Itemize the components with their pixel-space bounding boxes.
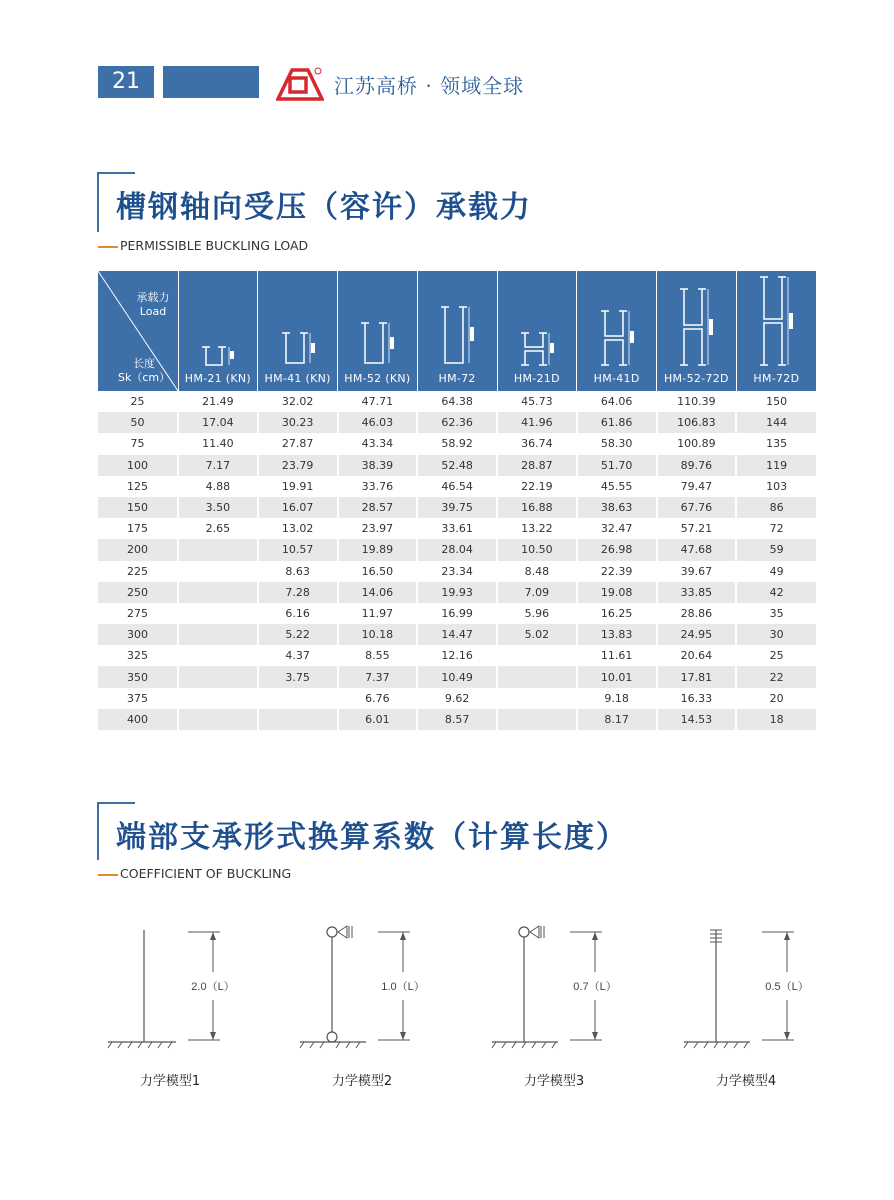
load-cell (178, 539, 258, 560)
load-cell: 16.25 (577, 603, 657, 624)
load-cell: 32.02 (258, 391, 338, 412)
load-cell: 57.21 (657, 518, 737, 539)
load-cell (178, 561, 258, 582)
load-cell: 2.65 (178, 518, 258, 539)
load-cell: 79.47 (657, 476, 737, 497)
table-row (98, 666, 816, 687)
load-cell: 26.98 (577, 539, 657, 560)
table-row (98, 539, 816, 560)
column-header-hm41: HM-41 (KN) (258, 271, 338, 391)
load-cell: 86 (736, 497, 816, 518)
pin-support-icon (327, 927, 337, 937)
load-cell: 13.83 (577, 624, 657, 645)
length-cell: 350 (98, 666, 178, 687)
section-frame (97, 172, 99, 232)
table-header-row (98, 271, 816, 391)
load-cell: 21.49 (178, 391, 258, 412)
load-cell: 10.57 (258, 539, 338, 560)
load-cell: 23.79 (258, 455, 338, 476)
hm21-profile-icon (200, 341, 236, 369)
load-cell: 46.54 (417, 476, 497, 497)
load-cell (178, 688, 258, 709)
ground-hatch (492, 1042, 556, 1048)
table-row (98, 412, 816, 433)
model-4-diagram (674, 920, 854, 1060)
load-cell: 10.49 (417, 666, 497, 687)
ground-hatch (300, 1042, 360, 1048)
load-cell: 7.17 (178, 455, 258, 476)
load-cell: 36.74 (497, 433, 577, 454)
load-cell (178, 645, 258, 666)
load-cell: 3.50 (178, 497, 258, 518)
load-cell: 16.50 (338, 561, 418, 582)
load-cell: 16.07 (258, 497, 338, 518)
load-cell: 119 (736, 455, 816, 476)
load-cell: 52.48 (417, 455, 497, 476)
model-caption: 力学模型2 (331, 1074, 393, 1089)
length-cell: 50 (98, 412, 178, 433)
hm41-profile-icon (278, 329, 318, 369)
length-cell: 375 (98, 688, 178, 709)
load-cell: 16.99 (417, 603, 497, 624)
table-body (98, 391, 816, 730)
table-corner-header (98, 271, 178, 391)
load-cell: 49 (736, 561, 816, 582)
length-cell: 400 (98, 709, 178, 730)
load-cell: 11.97 (338, 603, 418, 624)
load-cell: 5.02 (497, 624, 577, 645)
load-cell: 6.76 (338, 688, 418, 709)
load-cell: 16.88 (497, 497, 577, 518)
load-cell: 7.28 (258, 582, 338, 603)
hm52-profile-icon (357, 319, 397, 369)
header-bar (163, 66, 259, 98)
load-cell: 13.22 (497, 518, 577, 539)
length-cell: 75 (98, 433, 178, 454)
load-cell: 10.01 (577, 666, 657, 687)
length-factor: 1.0（L） (381, 981, 425, 993)
model-1-diagram (100, 920, 280, 1060)
load-cell: 33.61 (417, 518, 497, 539)
table-row (98, 497, 816, 518)
section-frame (97, 802, 99, 860)
table-row (98, 518, 816, 539)
pin-support-icon (327, 1032, 337, 1042)
load-cell: 8.63 (258, 561, 338, 582)
load-cell: 58.92 (417, 433, 497, 454)
load-cell: 144 (736, 412, 816, 433)
length-factor: 2.0（L） (191, 981, 235, 993)
section-title: 槽钢轴向受压（容许）承载力 (116, 190, 532, 225)
load-cell: 10.50 (497, 539, 577, 560)
model-caption: 力学模型3 (523, 1074, 585, 1089)
length-cell: 100 (98, 455, 178, 476)
load-cell: 19.91 (258, 476, 338, 497)
load-cell: 72 (736, 518, 816, 539)
load-cell: 19.89 (338, 539, 418, 560)
load-cell: 8.17 (577, 709, 657, 730)
hm72d-profile-icon (756, 273, 796, 369)
column-header-hm52-72d: HM-52-72D (657, 271, 737, 391)
load-cell: 110.39 (657, 391, 737, 412)
load-cell: 43.34 (338, 433, 418, 454)
load-cell: 12.16 (417, 645, 497, 666)
load-cell (258, 709, 338, 730)
load-cell: 46.03 (338, 412, 418, 433)
model-caption: 力学模型1 (139, 1074, 201, 1089)
load-cell: 30.23 (258, 412, 338, 433)
load-cell: 150 (736, 391, 816, 412)
load-cell: 13.02 (258, 518, 338, 539)
load-cell: 39.67 (657, 561, 737, 582)
load-cell (258, 688, 338, 709)
length-cell: 125 (98, 476, 178, 497)
length-cell: 300 (98, 624, 178, 645)
load-cell: 17.04 (178, 412, 258, 433)
table-row (98, 624, 816, 645)
load-cell: 47.68 (657, 539, 737, 560)
length-factor: 0.5（L） (765, 981, 809, 993)
load-cell: 33.76 (338, 476, 418, 497)
load-cell: 28.57 (338, 497, 418, 518)
hm52-72d-profile-icon (676, 285, 716, 369)
load-cell: 9.18 (577, 688, 657, 709)
load-cell: 59 (736, 539, 816, 560)
load-cell: 18 (736, 709, 816, 730)
load-cell: 8.48 (497, 561, 577, 582)
load-cell: 11.61 (577, 645, 657, 666)
ground-hatch (108, 1042, 172, 1048)
load-cell: 20.64 (657, 645, 737, 666)
pin-support-icon (519, 927, 529, 937)
load-cell (178, 603, 258, 624)
load-cell: 45.55 (577, 476, 657, 497)
length-cell: 25 (98, 391, 178, 412)
column-header-hm21: HM-21 (KN) (178, 271, 258, 391)
column-header-hm72: HM-72 (417, 271, 497, 391)
table-row (98, 476, 816, 497)
load-cell: 4.37 (258, 645, 338, 666)
load-cell: 67.76 (657, 497, 737, 518)
load-cell: 30 (736, 624, 816, 645)
company-logo-icon (276, 66, 324, 102)
load-label: 承载力 Load (136, 291, 170, 318)
load-cell: 28.87 (497, 455, 577, 476)
length-cell: 150 (98, 497, 178, 518)
load-cell: 33.85 (657, 582, 737, 603)
load-cell (497, 709, 577, 730)
length-cell: 200 (98, 539, 178, 560)
table-row (98, 433, 816, 454)
load-cell: 38.63 (577, 497, 657, 518)
table-row (98, 391, 816, 412)
table-row (98, 582, 816, 603)
load-cell: 22.39 (577, 561, 657, 582)
load-cell: 14.47 (417, 624, 497, 645)
load-cell (178, 624, 258, 645)
table-row (98, 603, 816, 624)
load-cell: 22.19 (497, 476, 577, 497)
model-caption: 力学模型4 (715, 1074, 777, 1089)
load-cell: 23.97 (338, 518, 418, 539)
load-cell: 5.22 (258, 624, 338, 645)
model-2-diagram (290, 920, 470, 1060)
length-cell: 325 (98, 645, 178, 666)
load-cell (178, 709, 258, 730)
load-cell: 89.76 (657, 455, 737, 476)
load-cell: 3.75 (258, 666, 338, 687)
column-header-hm72d: HM-72D (736, 271, 816, 391)
load-cell: 8.55 (338, 645, 418, 666)
page-number: 21 (98, 66, 154, 98)
company-slogan: 江苏高桥 · 领域全球 (334, 74, 525, 98)
table-row (98, 709, 816, 730)
table-row (98, 645, 816, 666)
load-cell: 45.73 (497, 391, 577, 412)
load-cell: 100.89 (657, 433, 737, 454)
length-cell: 275 (98, 603, 178, 624)
load-cell: 64.06 (577, 391, 657, 412)
table-row (98, 561, 816, 582)
load-cell: 135 (736, 433, 816, 454)
load-cell (178, 666, 258, 687)
section-subtitle: COEFFICIENT OF BUCKLING (98, 866, 291, 881)
load-cell: 22 (736, 666, 816, 687)
load-cell: 28.04 (417, 539, 497, 560)
column-header-hm41d: HM-41D (577, 271, 657, 391)
load-cell: 35 (736, 603, 816, 624)
hm21d-profile-icon (517, 329, 557, 369)
load-cell: 58.30 (577, 433, 657, 454)
load-cell: 6.01 (338, 709, 418, 730)
model-3-diagram (482, 920, 662, 1060)
load-cell: 7.37 (338, 666, 418, 687)
load-cell: 23.34 (417, 561, 497, 582)
ground-hatch (684, 1042, 748, 1048)
load-cell: 6.16 (258, 603, 338, 624)
load-cell: 39.75 (417, 497, 497, 518)
load-cell: 20 (736, 688, 816, 709)
load-cell: 51.70 (577, 455, 657, 476)
load-cell: 62.36 (417, 412, 497, 433)
load-cell: 19.08 (577, 582, 657, 603)
load-cell: 28.86 (657, 603, 737, 624)
load-cell: 106.83 (657, 412, 737, 433)
length-cell: 175 (98, 518, 178, 539)
load-cell: 32.47 (577, 518, 657, 539)
load-cell (497, 645, 577, 666)
load-cell: 5.96 (497, 603, 577, 624)
load-cell: 25 (736, 645, 816, 666)
length-cell: 250 (98, 582, 178, 603)
column-header-hm21d: HM-21D (497, 271, 577, 391)
load-cell: 27.87 (258, 433, 338, 454)
load-cell: 9.62 (417, 688, 497, 709)
load-cell: 10.18 (338, 624, 418, 645)
load-cell (497, 688, 577, 709)
section-title: 端部支承形式换算系数（计算长度） (116, 820, 628, 855)
length-factor: 0.7（L） (573, 981, 617, 993)
load-cell: 14.06 (338, 582, 418, 603)
load-cell: 17.81 (657, 666, 737, 687)
load-cell (178, 582, 258, 603)
load-cell: 19.93 (417, 582, 497, 603)
load-cell: 16.33 (657, 688, 737, 709)
load-cell: 47.71 (338, 391, 418, 412)
load-cell: 14.53 (657, 709, 737, 730)
length-cell: 225 (98, 561, 178, 582)
load-cell: 64.38 (417, 391, 497, 412)
load-cell: 8.57 (417, 709, 497, 730)
table-row (98, 455, 816, 476)
load-cell: 11.40 (178, 433, 258, 454)
load-cell: 24.95 (657, 624, 737, 645)
table-row (98, 688, 816, 709)
load-cell: 7.09 (497, 582, 577, 603)
load-cell: 61.86 (577, 412, 657, 433)
section-subtitle: PERMISSIBLE BUCKLING LOAD (98, 238, 308, 253)
length-label: 长度 Sk（cm） (118, 357, 171, 384)
buckling-load-table (98, 271, 816, 730)
load-cell: 42 (736, 582, 816, 603)
load-cell: 103 (736, 476, 816, 497)
hm72-profile-icon (437, 303, 477, 369)
hm41d-profile-icon (597, 307, 637, 369)
load-cell: 4.88 (178, 476, 258, 497)
column-header-hm52: HM-52 (KN) (338, 271, 418, 391)
load-cell: 38.39 (338, 455, 418, 476)
load-cell (497, 666, 577, 687)
load-cell: 41.96 (497, 412, 577, 433)
